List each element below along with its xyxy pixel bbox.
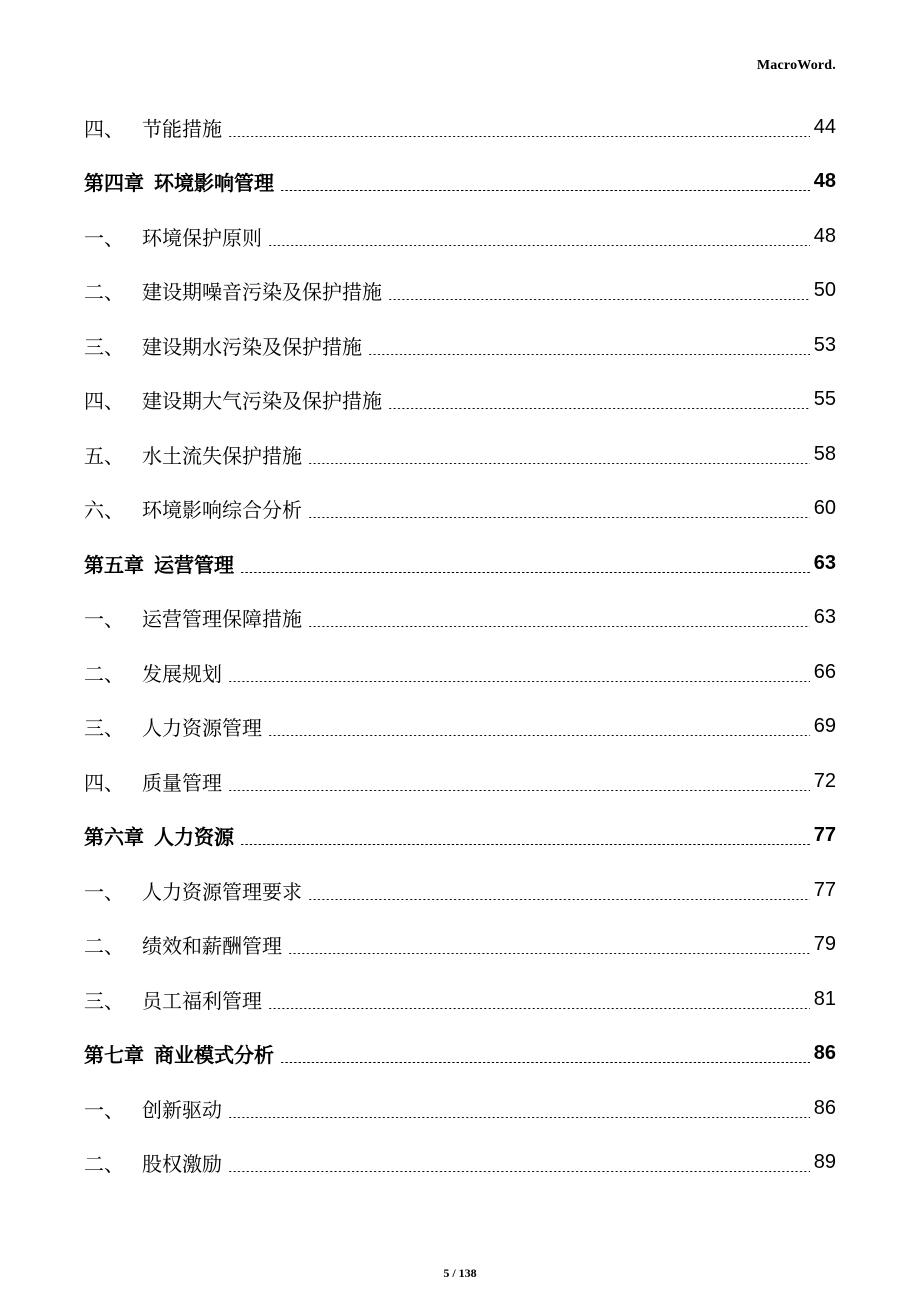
toc-entry-number: 第六章: [84, 825, 144, 850]
toc-entry-title: 绩效和薪酬管理: [142, 934, 282, 959]
toc-entry-page-number: 86: [813, 1042, 836, 1065]
toc-dot-leader: [280, 1062, 810, 1063]
toc-dot-leader: [228, 790, 810, 791]
toc-section-entry[interactable]: [84, 373, 836, 428]
toc-entry-title: 商业模式分析: [154, 1043, 274, 1068]
toc-section-entry[interactable]: [84, 209, 836, 264]
toc-entry-number: 三、: [84, 716, 124, 741]
toc-dot-leader: [388, 299, 810, 300]
toc-entry-number: 一、: [84, 879, 124, 904]
toc-entry-number: 六、: [84, 498, 124, 523]
toc-entry-page-number: 63: [813, 551, 836, 574]
toc-entry-page-number: 55: [813, 388, 836, 411]
toc-entry-title: 股权激励: [142, 1152, 222, 1177]
toc-entry-title: 运营管理: [154, 552, 234, 577]
toc-dot-leader: [228, 681, 810, 682]
toc-section-entry[interactable]: [84, 645, 836, 700]
toc-entry-title: 建设期水污染及保护措施: [142, 334, 362, 359]
toc-chapter-entry[interactable]: [84, 536, 836, 591]
toc-dot-leader: [240, 844, 810, 845]
toc-chapter-entry[interactable]: [84, 1027, 836, 1082]
toc-dot-leader: [308, 517, 810, 518]
toc-entry-title: 人力资源: [154, 825, 234, 850]
toc-section-entry[interactable]: [84, 100, 836, 155]
toc-dot-leader: [288, 953, 810, 954]
toc-dot-leader: [308, 463, 810, 464]
toc-entry-title: 水土流失保护措施: [142, 443, 302, 468]
toc-dot-leader: [268, 245, 810, 246]
toc-entry-title: 人力资源管理: [142, 716, 262, 741]
toc-entry-page-number: 50: [813, 279, 836, 302]
toc-entry-number: 第五章: [84, 552, 144, 577]
toc-entry-title: 环境影响管理: [154, 171, 274, 196]
toc-entry-number: 三、: [84, 988, 124, 1013]
toc-entry-page-number: 44: [813, 115, 836, 138]
toc-entry-number: 二、: [84, 661, 124, 686]
toc-entry-title: 节能措施: [142, 116, 222, 141]
toc-entry-page-number: 60: [813, 497, 836, 520]
toc-entry-page-number: 77: [813, 878, 836, 901]
toc-entry-title: 发展规划: [142, 661, 222, 686]
toc-entry-title: 环境影响综合分析: [142, 498, 302, 523]
toc-section-entry[interactable]: [84, 264, 836, 319]
table-of-contents: [84, 100, 836, 1190]
toc-entry-title: 建设期大气污染及保护措施: [142, 389, 382, 414]
toc-dot-leader: [280, 190, 810, 191]
toc-section-entry[interactable]: [84, 918, 836, 973]
toc-entry-title: 建设期噪音污染及保护措施: [142, 280, 382, 305]
toc-entry-page-number: 89: [813, 1151, 836, 1174]
document-header-brand: MacroWord.: [756, 58, 836, 73]
toc-entry-title: 创新驱动: [142, 1097, 222, 1122]
toc-entry-page-number: 77: [813, 824, 836, 847]
toc-entry-page-number: 58: [813, 442, 836, 465]
toc-entry-number: 四、: [84, 116, 124, 141]
toc-entry-page-number: 79: [813, 933, 836, 956]
toc-section-entry[interactable]: [84, 863, 836, 918]
toc-entry-number: 四、: [84, 770, 124, 795]
toc-entry-number: 三、: [84, 334, 124, 359]
toc-dot-leader: [388, 408, 810, 409]
toc-dot-leader: [228, 1171, 810, 1172]
toc-dot-leader: [228, 1117, 810, 1118]
toc-chapter-entry[interactable]: [84, 809, 836, 864]
toc-dot-leader: [308, 899, 810, 900]
toc-dot-leader: [308, 626, 810, 627]
toc-entry-page-number: 69: [813, 715, 836, 738]
toc-dot-leader: [240, 572, 810, 573]
toc-section-entry[interactable]: [84, 427, 836, 482]
toc-chapter-entry[interactable]: [84, 155, 836, 210]
toc-section-entry[interactable]: [84, 1081, 836, 1136]
toc-dot-leader: [268, 1008, 810, 1009]
toc-entry-page-number: 53: [813, 333, 836, 356]
toc-entry-page-number: 48: [813, 170, 836, 193]
toc-dot-leader: [228, 136, 810, 137]
toc-dot-leader: [268, 735, 810, 736]
toc-section-entry[interactable]: [84, 482, 836, 537]
toc-entry-number: 一、: [84, 1097, 124, 1122]
toc-entry-title: 质量管理: [142, 770, 222, 795]
toc-entry-title: 员工福利管理: [142, 988, 262, 1013]
toc-entry-title: 运营管理保障措施: [142, 607, 302, 632]
toc-entry-title: 人力资源管理要求: [142, 879, 302, 904]
toc-entry-page-number: 86: [813, 1096, 836, 1119]
toc-section-entry[interactable]: [84, 700, 836, 755]
toc-entry-page-number: 81: [813, 987, 836, 1010]
page-indicator: 5 / 138: [443, 1266, 477, 1280]
toc-section-entry[interactable]: [84, 318, 836, 373]
toc-section-entry[interactable]: [84, 754, 836, 809]
toc-entry-number: 第七章: [84, 1043, 144, 1068]
toc-entry-page-number: 72: [813, 769, 836, 792]
toc-entry-page-number: 48: [813, 224, 836, 247]
toc-entry-number: 一、: [84, 607, 124, 632]
toc-entry-page-number: 66: [813, 660, 836, 683]
toc-entry-number: 五、: [84, 443, 124, 468]
toc-entry-title: 环境保护原则: [142, 225, 262, 250]
toc-section-entry[interactable]: [84, 1136, 836, 1191]
toc-entry-page-number: 63: [813, 606, 836, 629]
toc-entry-number: 二、: [84, 1152, 124, 1177]
toc-dot-leader: [368, 354, 810, 355]
toc-entry-number: 二、: [84, 280, 124, 305]
toc-entry-number: 四、: [84, 389, 124, 414]
toc-section-entry[interactable]: [84, 591, 836, 646]
toc-entry-number: 第四章: [84, 171, 144, 196]
toc-entry-number: 二、: [84, 934, 124, 959]
toc-section-entry[interactable]: [84, 972, 836, 1027]
toc-entry-number: 一、: [84, 225, 124, 250]
